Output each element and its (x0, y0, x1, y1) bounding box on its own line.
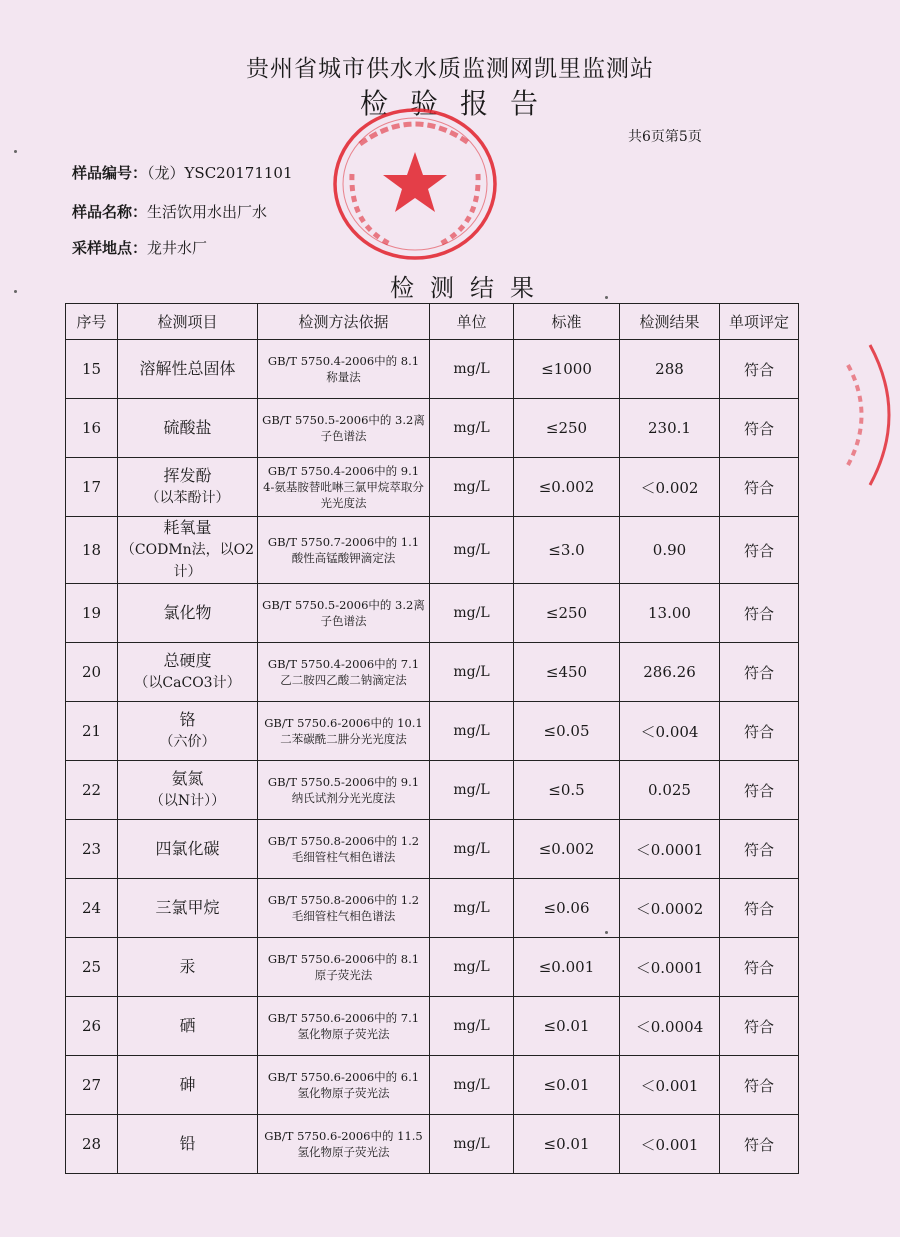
unit-cell: mg/L (430, 643, 514, 702)
table-row (66, 584, 799, 643)
evaluation-cell: 符合 (720, 340, 799, 399)
evaluation-cell: 符合 (720, 1115, 799, 1174)
sample-number-value: （龙）YSC20171101 (147, 164, 293, 182)
evaluation-cell: 符合 (720, 517, 799, 584)
test-method-cell: GB/T 5750.4-2006中的 7.1 乙二胺四乙酸二钠滴定法 (258, 643, 430, 702)
row-number-cell: 20 (66, 643, 118, 702)
standard-limit-cell: ≤0.01 (514, 997, 620, 1056)
row-number-cell: 23 (66, 820, 118, 879)
test-result-cell: ＜0.004 (620, 702, 720, 761)
test-method-cell: GB/T 5750.6-2006中的 10.1 二苯碳酰二肼分光光度法 (258, 702, 430, 761)
header-evaluation: 单项评定 (720, 304, 799, 340)
test-item-qualifier: （以N计）） (149, 793, 226, 809)
standard-limit-cell: ≤450 (514, 643, 620, 702)
test-item-name: 四氯化碳 (155, 839, 220, 858)
test-item-cell (118, 643, 258, 702)
scan-dot (14, 150, 17, 153)
partial-seal-stamp (830, 340, 900, 490)
test-method-cell: GB/T 5750.6-2006中的 6.1 氢化物原子荧光法 (258, 1056, 430, 1115)
test-result-cell: 286.26 (620, 643, 720, 702)
table-row (66, 938, 799, 997)
test-item-name: 耗氧量 (163, 518, 212, 537)
test-item-name: 溶解性总固体 (139, 359, 236, 378)
header-no: 序号 (66, 304, 118, 340)
table-row (66, 643, 799, 702)
test-method-cell: GB/T 5750.5-2006中的 3.2离子色谱法 (258, 584, 430, 643)
sampling-location-value: 龙井水厂 (147, 239, 208, 257)
unit-cell: mg/L (430, 1115, 514, 1174)
standard-limit-cell: ≤0.01 (514, 1056, 620, 1115)
test-item-name: 三氯甲烷 (155, 898, 220, 917)
row-number-cell: 18 (66, 517, 118, 584)
standard-limit-cell: ≤0.5 (514, 761, 620, 820)
test-result-cell: ＜0.0001 (620, 938, 720, 997)
official-seal-stamp (330, 104, 500, 264)
test-method-cell: GB/T 5750.6-2006中的 8.1 原子荧光法 (258, 938, 430, 997)
evaluation-cell: 符合 (720, 458, 799, 517)
table-row (66, 517, 799, 584)
row-number-cell: 26 (66, 997, 118, 1056)
standard-limit-cell: ≤250 (514, 584, 620, 643)
row-number-cell: 28 (66, 1115, 118, 1174)
standard-limit-cell: ≤0.001 (514, 938, 620, 997)
test-item-qualifier: （以苯酚计） (145, 490, 230, 506)
table-row (66, 879, 799, 938)
test-result-cell: ＜0.001 (620, 1056, 720, 1115)
test-item-cell (118, 879, 258, 938)
sampling-location-label: 采样地点： (72, 239, 148, 257)
unit-cell: mg/L (430, 997, 514, 1056)
results-table (65, 303, 799, 1174)
sample-name-row (72, 201, 267, 222)
test-item-cell (118, 702, 258, 761)
test-item-cell (118, 761, 258, 820)
scan-dot (605, 296, 608, 299)
test-result-cell: ＜0.001 (620, 1115, 720, 1174)
row-number-cell: 19 (66, 584, 118, 643)
unit-cell: mg/L (430, 820, 514, 879)
table-row (66, 761, 799, 820)
standard-limit-cell: ≤0.01 (514, 1115, 620, 1174)
evaluation-cell: 符合 (720, 938, 799, 997)
organization-name: 贵州省城市供水水质监测网凯里监测站 (246, 56, 654, 82)
table-row (66, 702, 799, 761)
evaluation-cell: 符合 (720, 761, 799, 820)
header-unit: 单位 (430, 304, 514, 340)
test-item-cell (118, 997, 258, 1056)
evaluation-cell: 符合 (720, 399, 799, 458)
evaluation-cell: 符合 (720, 997, 799, 1056)
test-item-cell (118, 938, 258, 997)
header-method: 检测方法依据 (258, 304, 430, 340)
unit-cell: mg/L (430, 879, 514, 938)
test-item-cell (118, 584, 258, 643)
test-method-cell: GB/T 5750.6-2006中的 7.1 氢化物原子荧光法 (258, 997, 430, 1056)
evaluation-cell: 符合 (720, 702, 799, 761)
standard-limit-cell: ≤1000 (514, 340, 620, 399)
test-method-cell: GB/T 5750.5-2006中的 9.1 纳氏试剂分光光度法 (258, 761, 430, 820)
row-number-cell: 16 (66, 399, 118, 458)
test-result-cell: 230.1 (620, 399, 720, 458)
test-item-name: 挥发酚 (163, 466, 212, 485)
test-result-cell: ＜0.0002 (620, 879, 720, 938)
unit-cell: mg/L (430, 517, 514, 584)
unit-cell: mg/L (430, 458, 514, 517)
test-item-name: 铅 (179, 1134, 196, 1153)
report-title: 检验报告 (359, 87, 560, 120)
sample-number-label: 样品编号： (72, 164, 148, 182)
header-item: 检测项目 (118, 304, 258, 340)
test-item-name: 硒 (179, 1016, 196, 1035)
table-row (66, 340, 799, 399)
standard-limit-cell: ≤0.002 (514, 458, 620, 517)
evaluation-cell: 符合 (720, 643, 799, 702)
evaluation-cell: 符合 (720, 879, 799, 938)
scan-dot (14, 290, 17, 293)
table-row (66, 820, 799, 879)
sample-name-label: 样品名称： (72, 203, 148, 221)
unit-cell: mg/L (430, 938, 514, 997)
test-method-cell: GB/T 5750.4-2006中的 9.1 4-氨基胺替吡啉三氯甲烷萃取分光光度法 (258, 458, 430, 517)
test-item-cell (118, 399, 258, 458)
test-method-cell: GB/T 5750.4-2006中的 8.1 称量法 (258, 340, 430, 399)
sample-name-value: 生活饮用水出厂水 (147, 203, 268, 221)
test-item-name: 铬 (179, 710, 196, 729)
standard-limit-cell: ≤0.05 (514, 702, 620, 761)
test-item-qualifier: （以CaCO3计） (134, 675, 241, 691)
test-method-cell: GB/T 5750.8-2006中的 1.2 毛细管柱气相色谱法 (258, 879, 430, 938)
test-item-name: 总硬度 (163, 651, 212, 670)
header-standard: 标准 (514, 304, 620, 340)
test-result-cell: ＜0.0001 (620, 820, 720, 879)
scan-dot (605, 931, 608, 934)
test-method-cell: GB/T 5750.8-2006中的 1.2 毛细管柱气相色谱法 (258, 820, 430, 879)
row-number-cell: 15 (66, 340, 118, 399)
test-item-name: 砷 (179, 1075, 196, 1094)
standard-limit-cell: ≤0.002 (514, 820, 620, 879)
row-number-cell: 22 (66, 761, 118, 820)
sample-number-row (72, 162, 293, 183)
standard-limit-cell: ≤0.06 (514, 879, 620, 938)
test-result-cell: ＜0.0004 (620, 997, 720, 1056)
results-title: 检测结果 (390, 274, 550, 302)
test-result-cell: 0.025 (620, 761, 720, 820)
test-item-qualifier: （六价） (159, 734, 216, 750)
header-result: 检测结果 (620, 304, 720, 340)
unit-cell: mg/L (430, 399, 514, 458)
evaluation-cell: 符合 (720, 584, 799, 643)
row-number-cell: 17 (66, 458, 118, 517)
unit-cell: mg/L (430, 761, 514, 820)
test-item-cell (118, 517, 258, 584)
evaluation-cell: 符合 (720, 820, 799, 879)
table-header-row (66, 304, 799, 340)
table-row (66, 458, 799, 517)
table-row (66, 997, 799, 1056)
table-row (66, 399, 799, 458)
test-item-cell (118, 340, 258, 399)
test-result-cell: ＜0.002 (620, 458, 720, 517)
unit-cell: mg/L (430, 702, 514, 761)
test-item-name: 氨氮 (171, 769, 204, 788)
test-item-cell (118, 458, 258, 517)
test-method-cell: GB/T 5750.5-2006中的 3.2离子色谱法 (258, 399, 430, 458)
test-method-cell: GB/T 5750.6-2006中的 11.5 氢化物原子荧光法 (258, 1115, 430, 1174)
test-item-cell (118, 1115, 258, 1174)
test-item-name: 氯化物 (163, 603, 212, 622)
sampling-location-row (72, 237, 207, 258)
standard-limit-cell: ≤3.0 (514, 517, 620, 584)
page-info: 共6页第5页 (628, 129, 702, 145)
test-item-name: 汞 (179, 957, 196, 976)
test-item-name: 硫酸盐 (163, 418, 212, 437)
unit-cell: mg/L (430, 584, 514, 643)
test-result-cell: 13.00 (620, 584, 720, 643)
test-result-cell: 288 (620, 340, 720, 399)
standard-limit-cell: ≤250 (514, 399, 620, 458)
test-method-cell: GB/T 5750.7-2006中的 1.1 酸性高锰酸钾滴定法 (258, 517, 430, 584)
row-number-cell: 27 (66, 1056, 118, 1115)
row-number-cell: 25 (66, 938, 118, 997)
row-number-cell: 24 (66, 879, 118, 938)
unit-cell: mg/L (430, 340, 514, 399)
row-number-cell: 21 (66, 702, 118, 761)
test-item-qualifier: （CODMn法，以O2计） (120, 542, 255, 580)
test-result-cell: 0.90 (620, 517, 720, 584)
evaluation-cell: 符合 (720, 1056, 799, 1115)
test-item-cell (118, 820, 258, 879)
unit-cell: mg/L (430, 1056, 514, 1115)
table-row (66, 1056, 799, 1115)
table-row (66, 1115, 799, 1174)
test-item-cell (118, 1056, 258, 1115)
